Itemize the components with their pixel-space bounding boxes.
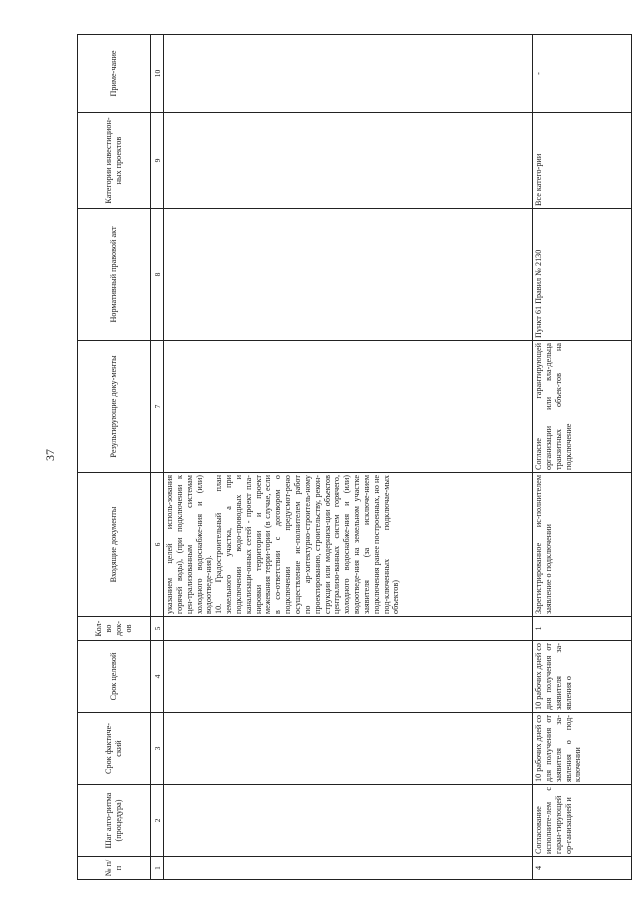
cell-empty [164, 113, 533, 209]
header-legal-act: Нормативный правовой акт [78, 209, 151, 341]
table-container [77, 35, 632, 880]
incoming-docs-cell: Зарегистрированное ис-полнителем заявление о подключении [533, 473, 632, 617]
column-number-row [151, 35, 164, 880]
header-number: № п/п [78, 857, 151, 880]
note-cell: - [533, 35, 632, 113]
category-cell: Все катего-рии [533, 113, 632, 209]
page-number: 37 [43, 449, 57, 461]
cell-empty [164, 785, 533, 857]
header-target-term: Срок целевой [78, 641, 151, 713]
header-incoming-docs: Входящие документы [78, 473, 151, 617]
procedure-table [77, 34, 632, 880]
legal-act-cell: Пункт 61 Правил № 2130 [533, 209, 632, 341]
header-actual-term: Срок фактиче-ский [78, 713, 151, 785]
column-number: 5 [151, 617, 164, 641]
column-number: 4 [151, 641, 164, 713]
header-note: Приме-чание [78, 35, 151, 113]
column-number: 7 [151, 341, 164, 473]
cell-empty [164, 35, 533, 113]
header-category: Категории инвестицион-ных проектов [78, 113, 151, 209]
cell-empty [164, 641, 533, 713]
step-cell: Согласование исполните-лем с гаран-тирующей ор-ганизацией и [533, 785, 632, 857]
header-step: Шаг алго-ритма (процедура) [78, 785, 151, 857]
row-number: 4 [533, 857, 632, 880]
column-number: 6 [151, 473, 164, 617]
incoming-doc-item: 10. Градостроительный план земельного участка, а при подключении водо-проводных и канализаци-онных сетей - проект пла-нировки территории и проект межевания терри-тории (в случае, если в со-ответствии с договором о подключении предусмот-рено осуществление ис-полнителем работ по ар-хитектурно-строитель-ному проектированию, строительству, рекон-струкции или модерниза-ции объектов централизо-ванных систем горячего, холодного водоснабже-ния и (или) водоотведе-ния на земельном участке заявителя (за исключе-нием подключения ранее построенных, но не под-ключенных подключае-мых объектов) [214, 475, 401, 614]
cell-empty [164, 209, 533, 341]
continued-row [164, 35, 533, 880]
table-row-step-4 [533, 35, 632, 880]
header-row [78, 35, 151, 880]
target-term-cell: 10 рабочих дней со дня получения от заявителя за-явления о [533, 641, 632, 713]
header-doc-count: Кол-во док-ов [78, 617, 151, 641]
header-result-docs: Результирующие доку-менты [78, 341, 151, 473]
result-docs-cell: Согласие гарантирующей организации или вла-дельца транзитных объек-тов на подключение [533, 341, 632, 473]
column-number: 2 [151, 785, 164, 857]
cell-empty [164, 617, 533, 641]
column-number: 1 [151, 857, 164, 880]
cell-empty [164, 713, 533, 785]
cell-empty [164, 857, 533, 880]
cell-empty [164, 341, 533, 473]
column-number: 8 [151, 209, 164, 341]
column-number: 3 [151, 713, 164, 785]
column-number: 9 [151, 113, 164, 209]
incoming-doc-item: указанием целей исполь-зования горячей воды), (при подключении к цен-трализованным системам холодного водоснабже-ния и (или) водоотведе-ния). [165, 475, 214, 614]
doc-count-cell: 1 [533, 617, 632, 641]
column-number: 10 [151, 35, 164, 113]
actual-term-cell: 10 рабочих дней со для получения от заявителя за-явления о под-ключении [533, 713, 632, 785]
incoming-docs-cell [164, 473, 533, 617]
